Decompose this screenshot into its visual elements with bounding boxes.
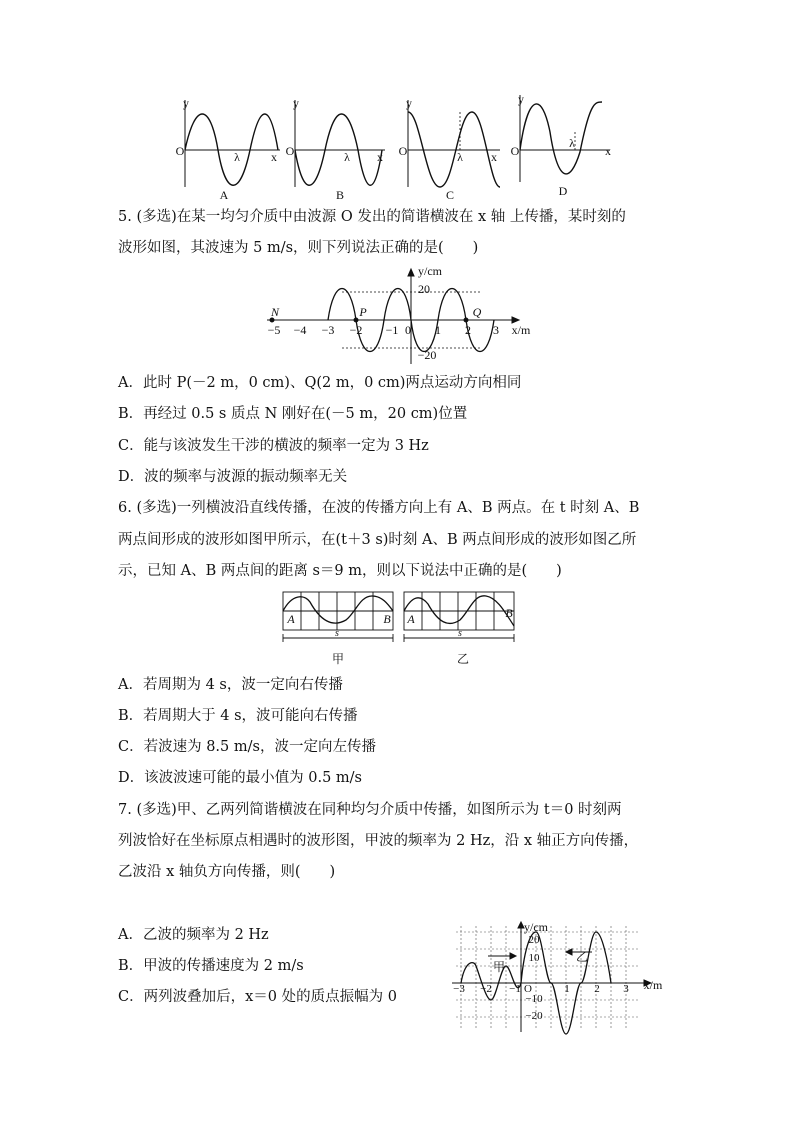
q5-option-c: C．能与该波发生干涉的横波的频率一定为 3 Hz [118,438,429,454]
panel-c-lambda-label: λ [457,150,463,164]
q5-option-a: A．此时 P(－2 m，0 cm)、Q(2 m，0 cm)两点运动方向相同 [118,375,522,391]
q5-point-n: N [270,305,279,319]
q7-wave-yi-label: 乙 [575,950,588,964]
q5-tick-neg5: −5 [267,323,281,337]
q5-y-top-label: 20 [418,282,430,296]
q7-stem-line3: 乙波沿 x 轴负方向传播，则( ) [118,864,336,880]
q5-tick-neg2: −2 [349,323,363,337]
panel-c-origin-label: O [398,144,408,158]
q5-wave-figure [262,268,532,368]
panel-d-lambda-label: λ [569,136,575,150]
q6-wave-figure [280,590,520,652]
q5-point-q: Q [472,305,482,319]
q5-option-d: D．波的频率与波源的振动频率无关 [118,469,348,485]
panel-b-caption: B [335,188,344,202]
panel-b-origin-label: O [285,144,295,158]
q6-right-caption: 乙 [456,652,469,666]
panel-d-x-label: x [605,144,611,158]
q6-right-distance-label: s [458,628,462,639]
q6-left-point-b: B [383,612,391,626]
q7-x-tick-origin: O [524,983,532,995]
q6-right-point-b: B [505,606,513,620]
wave-d-curve [520,102,602,174]
panel-b-y-label: y [293,96,299,110]
panel-d-y-label: y [518,92,524,106]
q6-right-point-a: A [407,612,415,626]
q7-option-b: B．甲波的传播速度为 2 m/s [118,958,304,974]
q7-option-c: C．两列波叠加后，x＝0 处的质点振幅为 0 [118,989,397,1005]
panel-c-x-label: x [491,150,497,164]
q5-tick-3: 3 [493,323,499,337]
q7-x-tick-3: 3 [623,983,629,995]
q7-x-tick-neg1: −1 [509,983,521,995]
panel-a-caption: A [219,188,229,202]
panel-a-origin-label: O [175,144,185,158]
q6-option-c: C．若波速为 8.5 m/s，波一定向左传播 [118,739,376,755]
q7-stem-line1: 7. (多选)甲、乙两列简谐横波在同种均匀介质中传播，如图所示为 t＝0 时刻两 [118,802,622,818]
q7-y-tick-10: 10 [528,952,540,964]
q6-option-d: D．该波波速可能的最小值为 0.5 m/s [118,770,362,786]
q7-x-tick-1: 1 [564,983,570,995]
q7-x-tick-2: 2 [594,983,600,995]
q7-wave-figure [448,922,668,1034]
q7-x-tick-neg2: −2 [480,983,492,995]
q7-wave-jia-label: 甲 [492,960,505,974]
q5-tick-neg4: −4 [293,323,307,337]
panel-c-caption: C [445,188,454,202]
q7-y-tick-20: 20 [528,934,540,946]
q6-stem-line3: 示，已知 A、B 两点间的距离 s＝9 m，则以下说法中正确的是( ) [118,563,562,579]
panel-b-x-label: x [377,150,383,164]
panel-d-caption: D [558,184,568,198]
q5-tick-neg3: −3 [321,323,335,337]
q7-option-a: A．乙波的频率为 2 Hz [118,927,269,943]
panel-b-lambda-label: λ [344,150,350,164]
panel-d-origin-label: O [510,144,520,158]
q5-tick-neg1: −1 [385,323,399,337]
q5-tick-2: 2 [465,323,471,337]
panel-a-y-label: y [183,96,189,110]
q7-y-axis-label: y/cm [524,920,548,934]
q7-y-tick-neg20: −20 [525,1010,543,1022]
q6-left-caption: 甲 [331,652,344,666]
q6-stem-line2: 两点间形成的波形如图甲所示，在(t＋3 s)时刻 A、B 两点间形成的波形如图乙所 [118,532,637,548]
q7-x-axis-label: x/m [643,978,663,992]
q5-stem-line2: 波形如图，其波速为 5 m/s，则下列说法正确的是( ) [118,240,479,256]
q5-y-axis-label: y/cm [418,264,442,278]
wave-options-figure [170,92,620,202]
q5-tick-0: 0 [405,323,411,337]
q5-y-bottom-label: −20 [417,348,437,362]
q6-left-distance-label: s [335,628,339,639]
q5-tick-1: 1 [435,323,441,337]
q5-x-axis-label: x/m [511,323,531,337]
q7-y-tick-neg10: −10 [525,993,543,1005]
q6-stem-line1: 6. (多选)一列横波沿直线传播，在波的传播方向上有 A、B 两点。在 t 时刻 A、B [118,500,640,516]
q6-wave-left-curve [283,596,393,623]
q7-x-tick-neg3: −3 [453,983,465,995]
q5-stem-line1: 5. (多选)在某一均匀介质中由波源 O 发出的简谐横波在 x 轴 上传播，某时刻的 [118,209,626,225]
q6-option-a: A．若周期为 4 s，波一定向右传播 [118,677,343,693]
panel-a-lambda-label: λ [234,150,240,164]
q5-option-b: B．再经过 0.5 s 质点 N 刚好在(－5 m，20 cm)位置 [118,406,468,422]
q6-left-point-a: A [287,612,295,626]
panel-c-y-label: y [406,96,412,110]
q7-stem-line2: 列波恰好在坐标原点相遇时的波形图，甲波的频率为 2 Hz，沿 x 轴正方向传播， [118,833,639,849]
panel-a-x-label: x [271,150,277,164]
q6-option-b: B．若周期大于 4 s，波可能向右传播 [118,708,358,724]
q5-point-p: P [359,305,367,319]
